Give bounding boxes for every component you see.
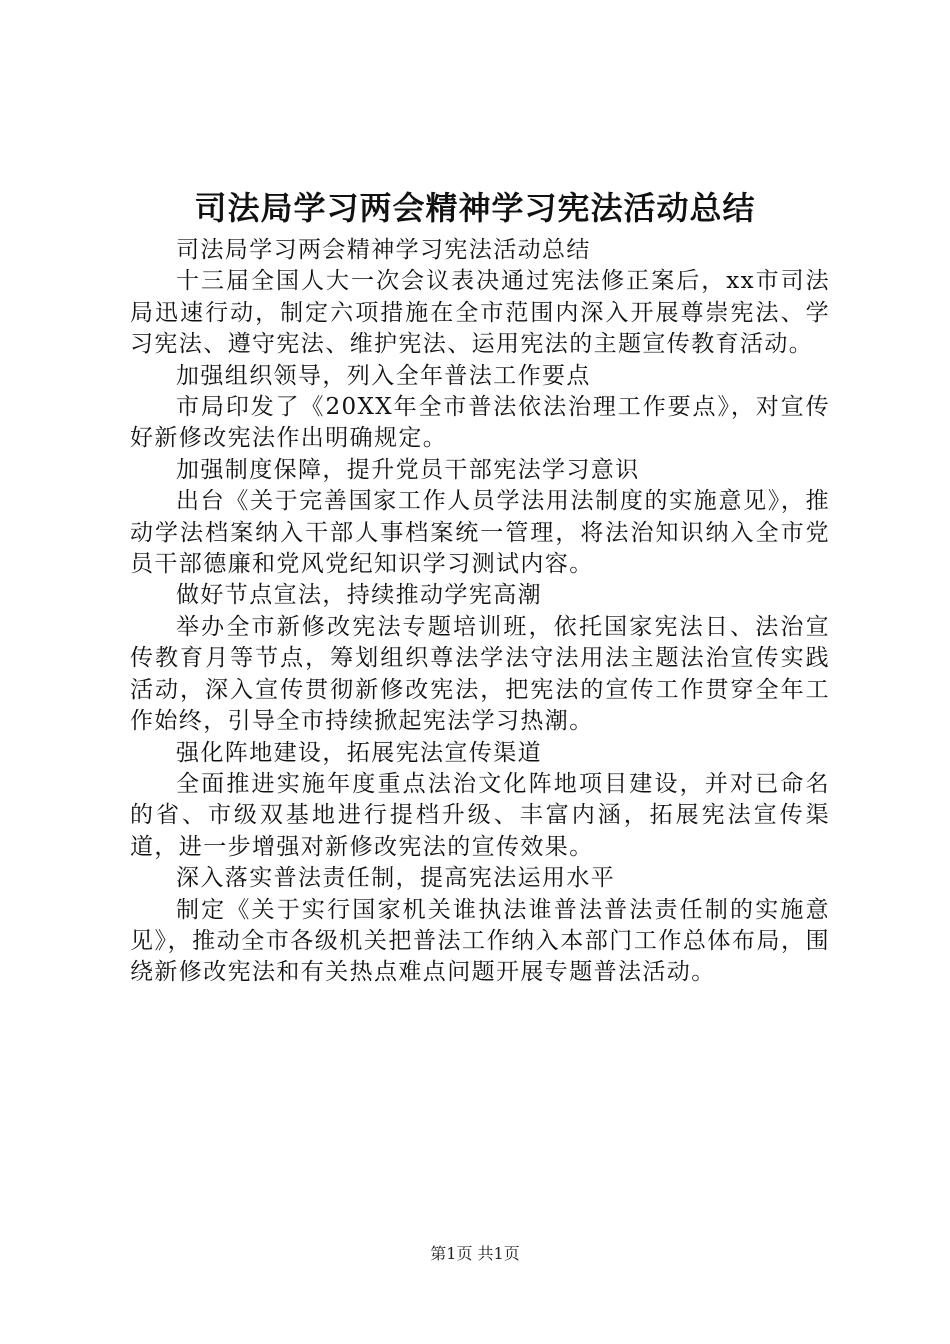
- paragraph-node-publicity: 举办全市新修改宪法专题培训班，依托国家宪法日、法治宣传教育月等节点，筹划组织尊法学法守法用法主题法治宣传实践活动，深入宣传贯彻新修改宪法，把宪法的宣传工作贯穿全年工作始终，引导全市持续掀起宪法学习热潮。: [130, 613, 830, 735]
- paragraph-responsibility: 制定《关于实行国家机关谁执法谁普法普法责任制的实施意见》，推动全市各级机关把普法工作纳入本部门工作总体布局，围绕新修改宪法和有关热点难点问题开展专题普法活动。: [130, 896, 830, 986]
- paragraph-intro: 十三届全国人大一次会议表决通过宪法修正案后，xx市司法局迅速行动，制定六项措施在全市范围内深入开展尊崇宪法、学习宪法、遵守宪法、维护宪法、运用宪法的主题宣传教育活动。: [130, 268, 830, 358]
- paragraph-organization: 市局印发了《20XX年全市普法依法治理工作要点》，对宣传好新修改宪法作出明确规定。: [130, 394, 830, 452]
- document-title: 司法局学习两会精神学习宪法活动总结: [194, 189, 756, 227]
- paragraph-subtitle: 司法局学习两会精神学习宪法活动总结: [176, 237, 591, 263]
- section-heading-organization: 加强组织领导，列入全年普法工作要点: [176, 362, 591, 389]
- section-heading-node-publicity: 做好节点宣法，持续推动学宪高潮: [176, 582, 542, 609]
- section-heading-system: 加强制度保障，提升党员干部宪法学习意识: [176, 456, 640, 483]
- document-body: [130, 235, 830, 989]
- page-number-footer: 第1页 共1页: [430, 1244, 520, 1263]
- section-heading-responsibility: 深入落实普法责任制，提高宪法运用水平: [176, 865, 616, 892]
- paragraph-system: 出台《关于完善国家工作人员学法用法制度的实施意见》，推动学法档案纳入干部人事档案统一管理，将法治知识纳入全市党员干部德廉和党风党纪知识学习测试内容。: [130, 488, 830, 578]
- paragraph-position: 全面推进实施年度重点法治文化阵地项目建设，并对已命名的省、市级双基地进行提档升级、丰富内涵，拓展宪法宣传渠道，进一步增强对新修改宪法的宣传效果。: [130, 770, 830, 860]
- section-heading-position: 强化阵地建设，拓展宪法宣传渠道: [176, 739, 542, 766]
